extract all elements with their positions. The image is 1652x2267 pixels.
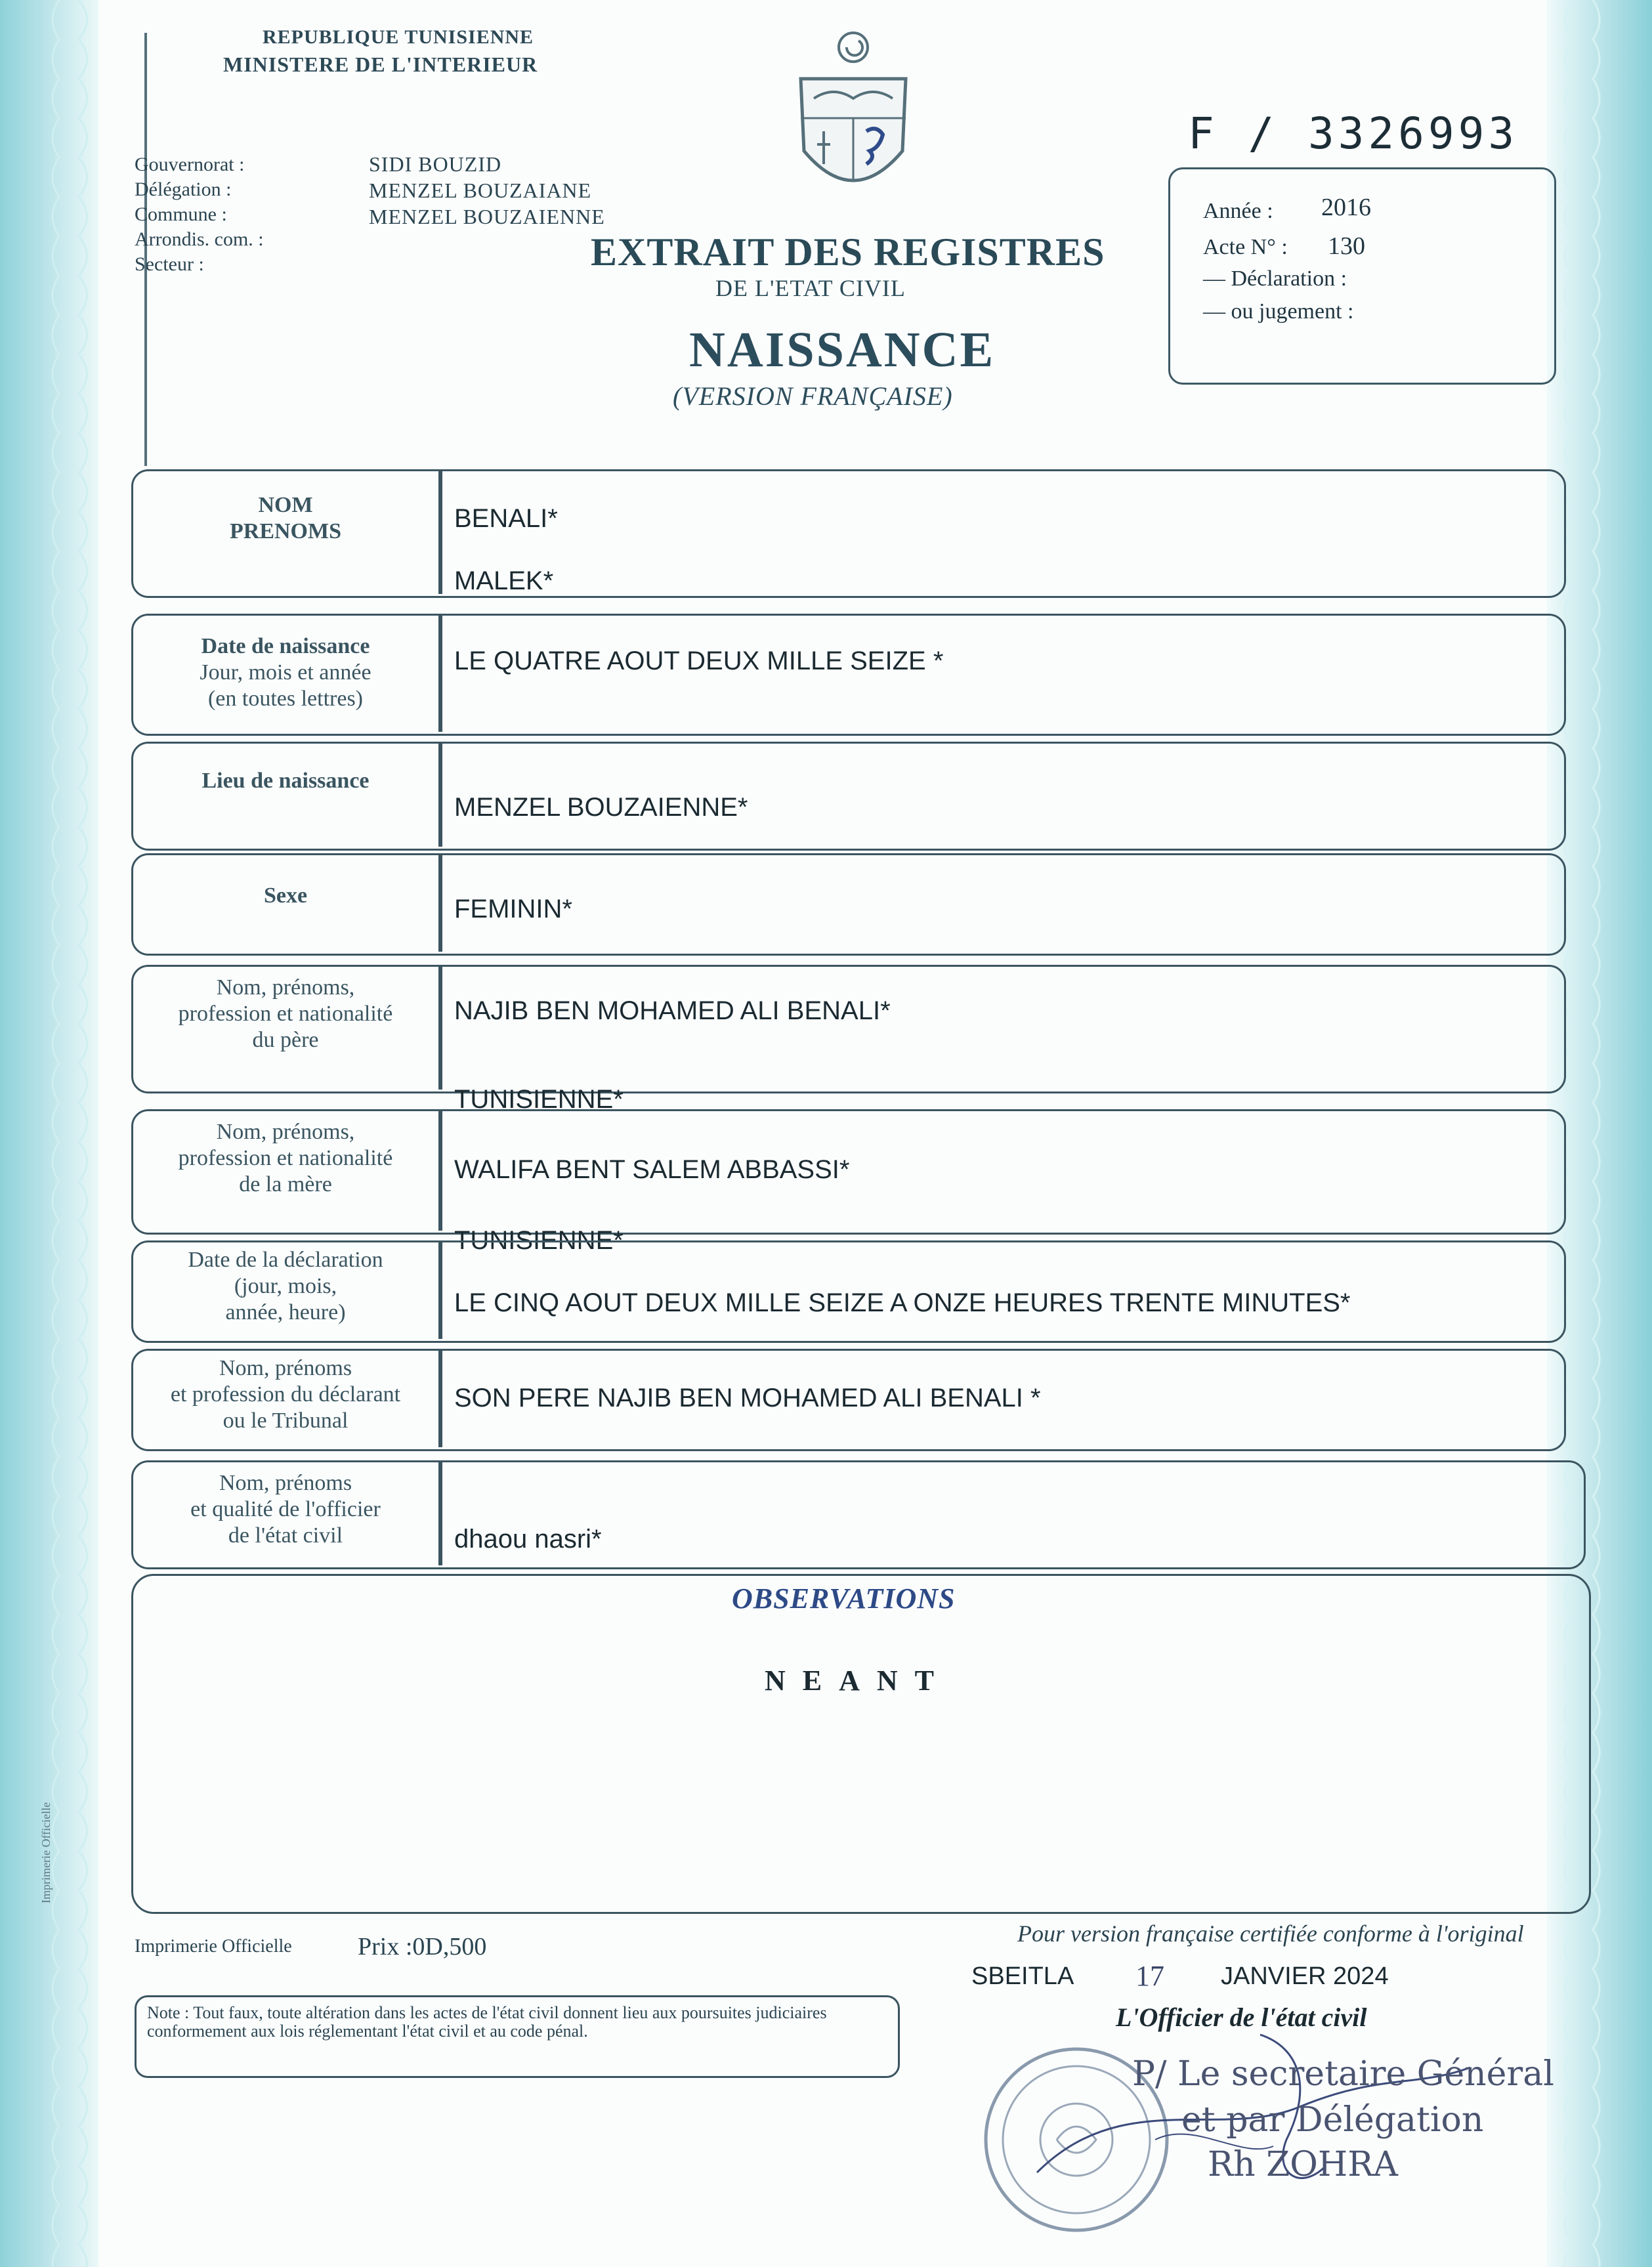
ministry-text: MINISTERE DE L'INTERIEUR (223, 53, 538, 76)
row-value: TUNISIENNE* (454, 1226, 624, 1255)
row-label (131, 1470, 440, 1549)
row-label (131, 633, 440, 712)
row-label-line: (en toutes lettres) (207, 687, 364, 711)
acte-label: Acte N° : (1203, 235, 1288, 259)
serial-number: F / 3326993 (1188, 108, 1519, 159)
row-label (131, 1119, 440, 1198)
row-label-line: PRENOMS (230, 519, 341, 543)
row-label-line: NOM (258, 493, 313, 517)
row-label-line: Date de la déclaration (188, 1248, 383, 1272)
admin-value: MENZEL BOUZAIENNE (369, 205, 605, 228)
admin-label: Secteur : (135, 253, 204, 275)
row-label-line: et profession du déclarant (170, 1382, 401, 1407)
admin-value: MENZEL BOUZAIANE (369, 179, 592, 202)
admin-value: SIDI BOUZID (369, 152, 502, 176)
row-value: BENALI* (454, 504, 558, 533)
row-value: MENZEL BOUZAIENNE* (454, 793, 748, 822)
row-value: LE QUATRE AOUT DEUX MILLE SEIZE * (454, 646, 944, 675)
row-value: FEMININ* (454, 895, 572, 923)
row-label-line: Date de naissance (201, 634, 370, 658)
row-label-line: (jour, mois, (234, 1274, 337, 1298)
row-value: TUNISIENNE* (454, 1085, 624, 1114)
left-wave-border (0, 0, 98, 2267)
row-label-line: Lieu de naissance (201, 769, 370, 793)
imprimerie-label: Imprimerie Officielle (135, 1936, 292, 1957)
admin-label: Gouvernorat : (135, 154, 245, 175)
row-label-line: année, heure) (225, 1300, 346, 1324)
record-row-frame (131, 742, 1566, 851)
row-label-line: Nom, prénoms (219, 1471, 352, 1495)
row-label-line: du père (252, 1028, 319, 1052)
row-label-line: profession et nationalité (178, 1146, 393, 1170)
legal-note-text: Note : Tout faux, toute altération dans les actes de l'état civil donnent lieu aux poursuites judiciaires conformement aux lois réglementant l'état civil et au code pénal. (147, 2003, 827, 2041)
issue-day: 17 (1135, 1960, 1164, 1992)
row-label (131, 883, 440, 909)
row-label-line: ou le Tribunal (222, 1409, 349, 1433)
row-value: dhaou nasri* (454, 1525, 602, 1554)
signature-line-3: Rh ZOHRA (1208, 2145, 1398, 2184)
row-label-line: Nom, prénoms, (216, 975, 355, 1000)
admin-labels (135, 152, 264, 277)
row-label-line: Nom, prénoms (219, 1356, 352, 1380)
version-francaise: (VERSION FRANÇAISE) (673, 381, 953, 411)
row-value: SON PERE NAJIB BEN MOHAMED ALI BENALI * (454, 1384, 1041, 1412)
admin-label: Délégation : (135, 179, 232, 200)
row-label (131, 1355, 440, 1434)
row-label-line: Sexe (263, 883, 308, 908)
admin-values (369, 151, 605, 230)
coat-of-arms-emblem (781, 20, 925, 217)
observations-title: OBSERVATIONS (732, 1582, 956, 1615)
observations-box (131, 1574, 1591, 1914)
annee-label: Année : (1203, 199, 1273, 223)
declaration-label: — Déclaration : (1203, 266, 1347, 291)
issue-month-year: JANVIER 2024 (1221, 1962, 1389, 1990)
row-label-line: profession et nationalité (178, 1002, 393, 1026)
admin-label: Commune : (135, 203, 227, 225)
document-subtitle: DE L'ETAT CIVIL (715, 275, 906, 301)
row-label-line: et qualité de l'officier (190, 1497, 381, 1521)
jugement-label: — ou jugement : (1203, 299, 1354, 324)
row-value: MALEK* (454, 566, 554, 595)
officer-title: L'Officier de l'état civil (1116, 2002, 1367, 2032)
republic-text: REPUBLIQUE TUNISIENNE (263, 26, 534, 48)
document-title: EXTRAIT DES REGISTRES (591, 230, 1105, 274)
signature-line-1: P/ Le secretaire Général (1132, 2054, 1554, 2094)
row-value: WALIFA BENT SALEM ABBASSI* (454, 1155, 850, 1184)
issue-place: SBEITLA (971, 1962, 1074, 1990)
acte-value: 130 (1328, 232, 1365, 260)
price-text: Prix :0D,500 (358, 1933, 487, 1960)
row-label-line: Jour, mois et année (200, 660, 371, 685)
row-divider (438, 742, 442, 847)
row-value: LE CINQ AOUT DEUX MILLE SEIZE A ONZE HEURES TRENTE MINUTES* (454, 1288, 1351, 1317)
legal-note-box (135, 1995, 900, 2078)
row-label (131, 492, 440, 545)
naissance-heading: NAISSANCE (689, 322, 996, 377)
admin-label: Arrondis. com. : (135, 228, 264, 250)
observations-text: NEANT (765, 1664, 952, 1697)
row-label (131, 1247, 440, 1326)
certification-text: Pour version française certifiée conforme à l'original (1017, 1920, 1524, 1947)
annee-value: 2016 (1321, 194, 1371, 221)
row-label (131, 768, 440, 794)
side-imprint: Imprimerie Officielle (39, 1802, 53, 1903)
signature-line-2: et par Délégation (1181, 2100, 1484, 2140)
row-label-line: Nom, prénoms, (216, 1120, 355, 1144)
row-label-line: de l'état civil (228, 1523, 343, 1548)
acte-box (1168, 167, 1556, 385)
row-label (131, 975, 440, 1053)
row-label-line: de la mère (239, 1172, 332, 1197)
row-value: NAJIB BEN MOHAMED ALI BENALI* (454, 996, 891, 1025)
